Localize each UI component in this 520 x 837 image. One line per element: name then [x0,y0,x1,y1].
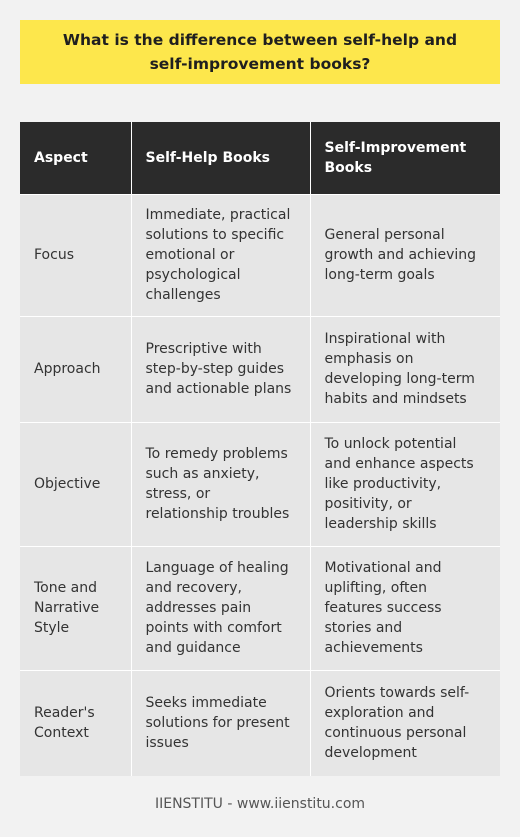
cell-self-improvement: To unlock potential and enhance aspects like productivity, positivity, or leadership skills [310,422,500,546]
cell-aspect: Focus [20,194,131,316]
cell-self-help: To remedy problems such as anxiety, stress, or relationship troubles [131,422,310,546]
footer-credit: IIENSTITU - www.iienstitu.com [154,796,366,812]
table-row [20,194,500,316]
comparison-table [20,122,500,776]
cell-self-improvement: Inspirational with emphasis on developing long-term habits and mindsets [310,316,500,422]
cell-self-help: Language of healing and recovery, addresses pain points with comfort and guidance [131,546,310,670]
table-row [20,670,500,776]
cell-self-help: Seeks immediate solutions for present issues [131,670,310,776]
cell-self-improvement: Orients towards self-exploration and continuous personal development [310,670,500,776]
header-self-improvement: Self-Improvement Books [310,122,500,194]
table-row [20,422,500,546]
page-title: What is the difference between self-help and self-improvement books? [62,31,458,73]
table-row [20,316,500,422]
table-row [20,546,500,670]
table-header-row [20,122,500,194]
header-aspect: Aspect [20,122,131,194]
cell-aspect: Reader's Context [20,670,131,776]
cell-self-improvement: General personal growth and achieving long-term goals [310,194,500,316]
title-banner [20,20,500,84]
cell-aspect: Objective [20,422,131,546]
cell-aspect: Approach [20,316,131,422]
cell-self-help: Prescriptive with step-by-step guides and actionable plans [131,316,310,422]
cell-self-improvement: Motivational and uplifting, often features success stories and achievements [310,546,500,670]
cell-aspect: Tone and Narrative Style [20,546,131,670]
cell-self-help: Immediate, practical solutions to specific emotional or psychological challenges [131,194,310,316]
header-self-help: Self-Help Books [131,122,310,194]
